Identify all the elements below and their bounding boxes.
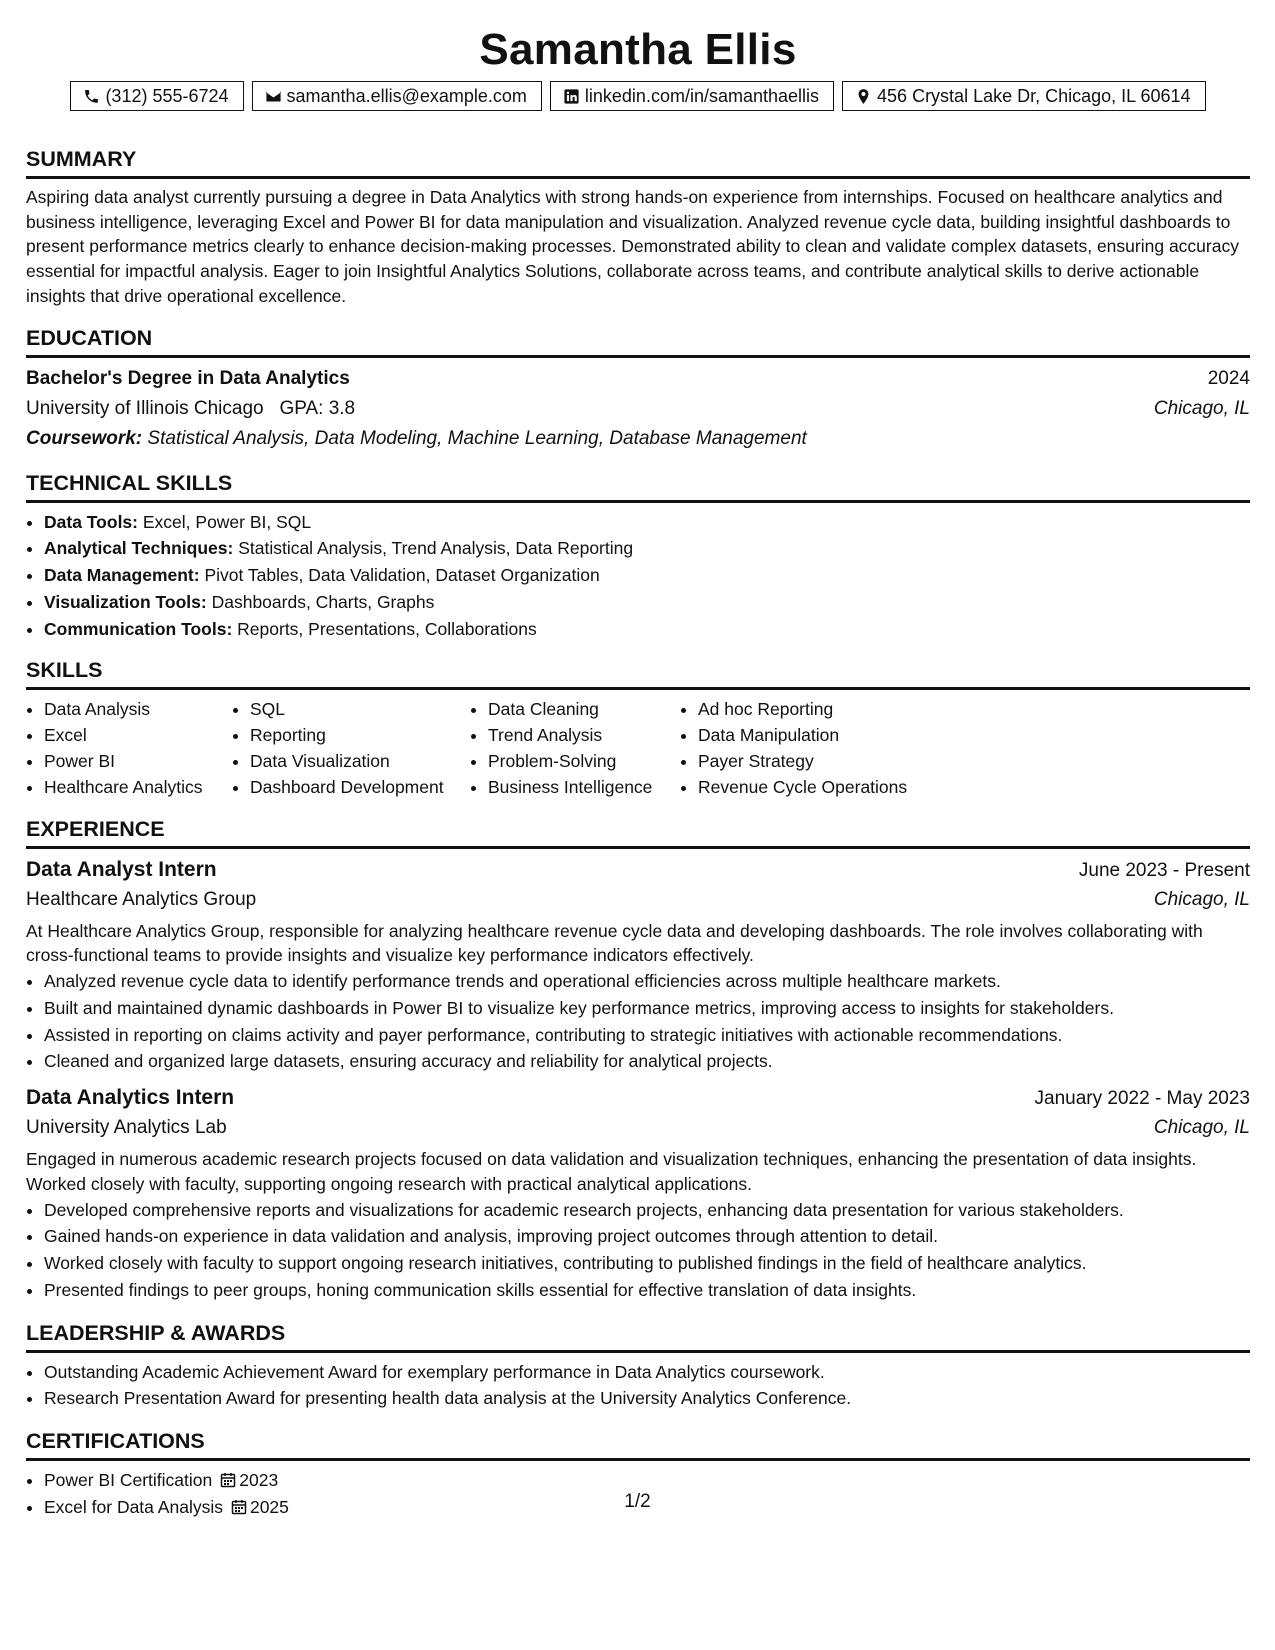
job-entry — [26, 1083, 1250, 1304]
list-item: • Dashboard Development — [250, 774, 470, 800]
resume-page — [26, 0, 1250, 1521]
skills-column — [26, 696, 232, 800]
job-dates: January 2022 - May 2023 — [1034, 1088, 1250, 1110]
leadership-heading: LEADERSHIP & AWARDS — [26, 1320, 1250, 1353]
list-item: • Data Manipulation — [698, 722, 958, 748]
street-address: 456 Crystal Lake Dr, Chicago, IL 60614 — [877, 85, 1191, 106]
school-location: Chicago, IL — [1153, 397, 1250, 419]
email-address: samantha.ellis@example.com — [286, 85, 527, 106]
education-degree-row — [26, 364, 1250, 394]
list-item: • Data Cleaning — [488, 696, 680, 722]
job-bullets — [26, 968, 1250, 1075]
list-item: • Developed comprehensive reports and visualizations for academic research projects, enhancing data presentation for various stakeholders. — [44, 1197, 1250, 1224]
certifications-heading: CERTIFICATIONS — [26, 1428, 1250, 1461]
contact-linkedin[interactable] — [550, 81, 834, 111]
gpa: GPA: 3.8 — [279, 397, 356, 419]
job-description: At Healthcare Analytics Group, responsible for analyzing healthcare revenue cycle data and developing dashboards. The role involves collaborating with cross-functional teams to provide insights and visualize key performance indicators effectively. — [26, 920, 1203, 966]
job-header — [26, 1083, 1250, 1113]
job-header — [26, 855, 1250, 885]
summary-text: Aspiring data analyst currently pursuing a degree in Data Analytics with strong hands-on experience from internships. Focused on healthcare analytics and business intelligence, leveraging Excel and Power BI for data manipulation and visualization. Analyzed revenue cycle data, building insightful dashboards to present performance metrics clearly to enhance decision-making processes. Demonstrated ability to clean and validate complex datasets, ensuring accuracy essential for impactful analysis. Eager to join Insightful Analytics Solutions, collaborate across teams, and contribute analytical skills to derive actionable insights that drive operational excellence. — [26, 187, 1239, 306]
list-item: • Presented findings to peer groups, honing communication skills essential for effective translation of data insights. — [44, 1277, 1250, 1304]
company-name: Healthcare Analytics Group — [26, 888, 257, 910]
list-item: • Excel — [44, 722, 232, 748]
leadership-list — [26, 1359, 1250, 1413]
job-subheader — [26, 1113, 1250, 1143]
list-item: • Reporting — [250, 722, 470, 748]
job-subheader — [26, 885, 1250, 915]
job-title: Data Analytics Intern — [26, 1086, 235, 1110]
certification-year: 2025 — [249, 1497, 289, 1518]
skills-grid — [26, 696, 1250, 800]
list-item: • Power BI — [44, 748, 232, 774]
list-item: • Healthcare Analytics — [44, 774, 232, 800]
skills-heading: SKILLS — [26, 657, 1250, 690]
contact-phone[interactable] — [70, 81, 243, 111]
school-name: University of Illinois Chicago — [26, 397, 264, 419]
technical-skills-heading: TECHNICAL SKILLS — [26, 470, 1250, 503]
coursework-label: Coursework: — [26, 427, 143, 449]
list-item: • Research Presentation Award for presenting health data analysis at the University Analytics Conference. — [44, 1385, 1250, 1412]
certification-name: Excel for Data Analysis — [44, 1497, 223, 1518]
list-item: • Data Visualization — [250, 748, 470, 774]
company-name: University Analytics Lab — [26, 1117, 227, 1139]
list-item: • Trend Analysis — [488, 722, 680, 748]
contact-address[interactable] — [842, 81, 1206, 111]
list-item: • Visualization Tools: Dashboards, Charts, Graphs — [44, 589, 1250, 616]
list-item: • Revenue Cycle Operations — [698, 774, 958, 800]
list-item: • Cleaned and organized large datasets, ensuring accuracy and reliability for analytical projects. — [44, 1048, 1250, 1075]
experience-heading: EXPERIENCE — [26, 816, 1250, 849]
list-item: • Analyzed revenue cycle data to identify performance trends and operational efficiencies across multiple healthcare markets. — [44, 968, 1250, 995]
school-info — [26, 394, 355, 424]
list-item: • SQL — [250, 696, 470, 722]
technical-skills-list — [26, 509, 1250, 643]
coursework-list: Statistical Analysis, Data Modeling, Machine Learning, Database Management — [147, 427, 807, 449]
job-dates: June 2023 - Present — [1078, 859, 1250, 881]
list-item: • Analytical Techniques: Statistical Analysis, Trend Analysis, Data Reporting — [44, 535, 1250, 562]
list-item: • Communication Tools: Reports, Presentations, Collaborations — [44, 616, 1250, 643]
certification-year: 2023 — [239, 1470, 279, 1491]
list-item: • Worked closely with faculty to support ongoing research initiatives, contributing to published findings in the field of healthcare analytics. — [44, 1250, 1250, 1277]
calendar-icon — [220, 1472, 236, 1488]
degree-name: Bachelor's Degree in Data Analytics — [26, 367, 350, 389]
contact-bar — [26, 81, 1250, 111]
skills-column — [680, 696, 958, 800]
list-item: • Assisted in reporting on claims activity and payer performance, contributing to strategic initiatives with actionable recommendations. — [44, 1022, 1250, 1049]
phone-icon — [83, 88, 100, 105]
certification-name: Power BI Certification — [44, 1470, 213, 1491]
skills-column — [232, 696, 470, 800]
candidate-name: Samantha Ellis — [479, 25, 797, 74]
summary-heading: SUMMARY — [26, 146, 1250, 179]
list-item: • Problem-Solving — [488, 748, 680, 774]
coursework — [26, 424, 1250, 454]
envelope-icon — [265, 88, 282, 105]
list-item: • Data Management: Pivot Tables, Data Validation, Dataset Organization — [44, 562, 1250, 589]
list-item: • Gained hands-on experience in data validation and analysis, improving project outcomes through attention to detail. — [44, 1223, 1250, 1250]
list-item: • Data Tools: Excel, Power BI, SQL — [44, 509, 1250, 536]
job-title: Data Analyst Intern — [26, 857, 217, 881]
education-school-row — [26, 394, 1250, 424]
map-marker-icon — [855, 88, 872, 105]
list-item: • Outstanding Academic Achievement Award for exemplary performance in Data Analytics coursework. — [44, 1359, 1250, 1386]
list-item: • Built and maintained dynamic dashboards in Power BI to visualize key performance metrics, improving access to insights for stakeholders. — [44, 995, 1250, 1022]
job-bullets — [26, 1197, 1250, 1304]
list-item: • Payer Strategy — [698, 748, 958, 774]
job-location: Chicago, IL — [1153, 888, 1250, 910]
list-item: • Business Intelligence — [488, 774, 680, 800]
job-description: Engaged in numerous academic research projects focused on data validation and visualization techniques, enhancing the presentation of data insights. Worked closely with faculty, supporting ongoing research with practical analytical applications. — [26, 1149, 1197, 1194]
skills-column — [470, 696, 680, 800]
page-number: 1/2 — [624, 1491, 651, 1512]
phone-number: (312) 555-6724 — [105, 85, 229, 106]
job-entry — [26, 855, 1250, 1076]
graduation-year: 2024 — [1207, 367, 1250, 389]
list-item: • Data Analysis — [44, 696, 232, 722]
education-heading: EDUCATION — [26, 325, 1250, 358]
job-location: Chicago, IL — [1153, 1117, 1250, 1139]
linkedin-icon — [563, 88, 580, 105]
linkedin-url: linkedin.com/in/samanthaellis — [584, 85, 820, 106]
contact-email[interactable] — [252, 81, 542, 111]
list-item: • Ad hoc Reporting — [698, 696, 958, 722]
